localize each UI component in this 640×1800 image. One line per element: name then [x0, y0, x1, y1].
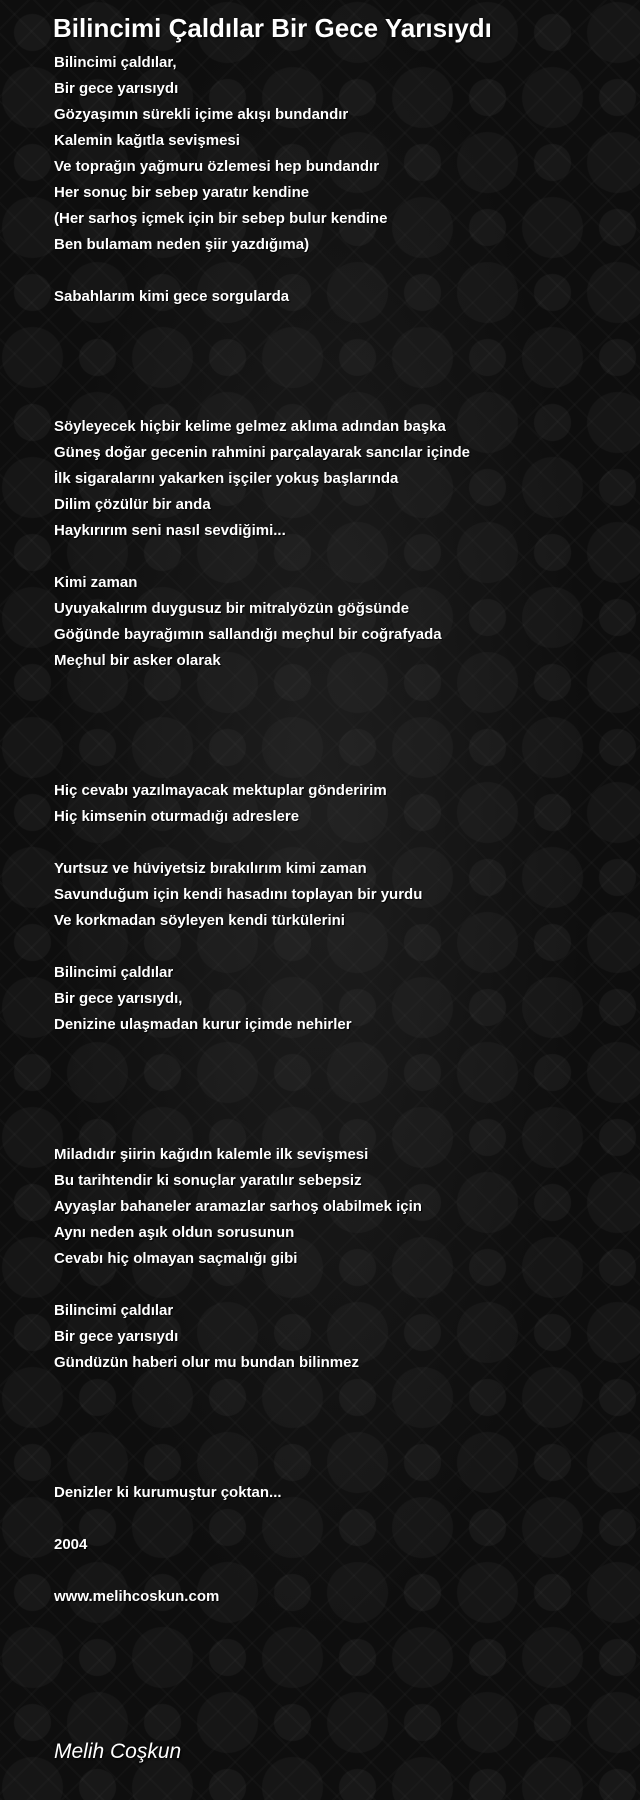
poem-line: Yurtsuz ve hüviyetsiz bırakılırım kimi zaman: [54, 860, 367, 877]
stanza: [54, 50, 624, 258]
poem-line: Bu tarihtendir ki sonuçlar yaratılır sebepsiz: [54, 1172, 362, 1189]
poem-line: Gündüzün haberi olur mu bundan bilinmez: [54, 1354, 359, 1371]
poem-line: Denizine ulaşmadan kurur içimde nehirler: [54, 1016, 352, 1033]
stanza: [54, 570, 624, 674]
poem-line: Sabahlarım kimi gece sorgularda: [54, 288, 290, 305]
poem-author: Melih Coşkun: [54, 1740, 182, 1763]
poem-line: Cevabı hiç olmayan saçmalığı gibi: [54, 1250, 298, 1267]
poem-title: Bilincimi Çaldılar Bir Gece Yarısıydı: [53, 13, 492, 43]
poem-line: Denizler ki kurumuştur çoktan...: [54, 1484, 282, 1501]
poem-line: Ve toprağın yağmuru özlemesi hep bundandır: [54, 158, 380, 175]
poem-line: Meçhul bir asker olarak: [54, 652, 221, 669]
poem-website: [54, 1584, 624, 1610]
stanza: [54, 414, 624, 544]
poem-line: Uyuyakalırım duygusuz bir mitralyözün göğsünde: [54, 600, 410, 617]
poem-line: Kalemin kağıtla sevişmesi: [54, 132, 240, 149]
poem-line: Dilim çözülür bir anda: [54, 496, 211, 513]
poem-line: www.melihcoskun.com: [54, 1588, 220, 1605]
stanza: [54, 1142, 624, 1272]
poem-line: Bir gece yarısıydı: [54, 1328, 179, 1345]
poem-line: Her sonuç bir sebep yaratır kendine: [54, 184, 310, 201]
poem-line: Miladıdır şiirin kağıdın kalemle ilk sevişmesi: [54, 1146, 369, 1163]
poem-line: Haykırırım seni nasıl sevdiğimi...: [54, 522, 286, 539]
poem-line: Ayyaşlar bahaneler aramazlar sarhoş olabilmek için: [54, 1198, 422, 1215]
poem-line: Göğünde bayrağımın sallandığı meçhul bir coğrafyada: [54, 626, 442, 643]
poem-line: Bilincimi çaldılar: [54, 1302, 174, 1319]
poem-line: Kimi zaman: [54, 574, 138, 591]
poem-year: [54, 1532, 624, 1558]
poem-line: Söyleyecek hiçbir kelime gelmez aklıma adından başka: [54, 418, 446, 435]
stanza: [54, 960, 624, 1038]
stanza: [54, 1480, 624, 1506]
poem-line: Hiç kimsenin oturmadığı adreslere: [54, 808, 300, 825]
stanza: [54, 1298, 624, 1376]
poem-line: İlk sigaralarını yakarken işçiler yokuş başlarında: [54, 470, 399, 487]
poem-body: [54, 50, 624, 1636]
poem-line: Savunduğum için kendi hasadını toplayan bir yurdu: [54, 886, 423, 903]
poem-line: (Her sarhoş içmek için bir sebep bulur kendine: [54, 210, 388, 227]
poem-line: Ve korkmadan söyleyen kendi türkülerini: [54, 912, 345, 929]
poem-line: Bilincimi çaldılar: [54, 964, 174, 981]
stanza: [54, 284, 624, 310]
poem-line: 2004: [54, 1536, 88, 1553]
poem-line: Bir gece yarısıydı,: [54, 990, 183, 1007]
poem-line: Ben bulamam neden şiir yazdığıma): [54, 236, 310, 253]
stanza: [54, 856, 624, 934]
poem-line: Güneş doğar gecenin rahmini parçalayarak sancılar içinde: [54, 444, 471, 461]
poem-line: Bilincimi çaldılar,: [54, 54, 177, 71]
poem-line: Aynı neden aşık oldun sorusunun: [54, 1224, 295, 1241]
poem-line: Gözyaşımın sürekli içime akışı bundandır: [54, 106, 349, 123]
stanza: [54, 778, 624, 830]
poem-line: Hiç cevabı yazılmayacak mektuplar gönderirim: [54, 782, 387, 799]
poem-line: Bir gece yarısıydı: [54, 80, 179, 97]
